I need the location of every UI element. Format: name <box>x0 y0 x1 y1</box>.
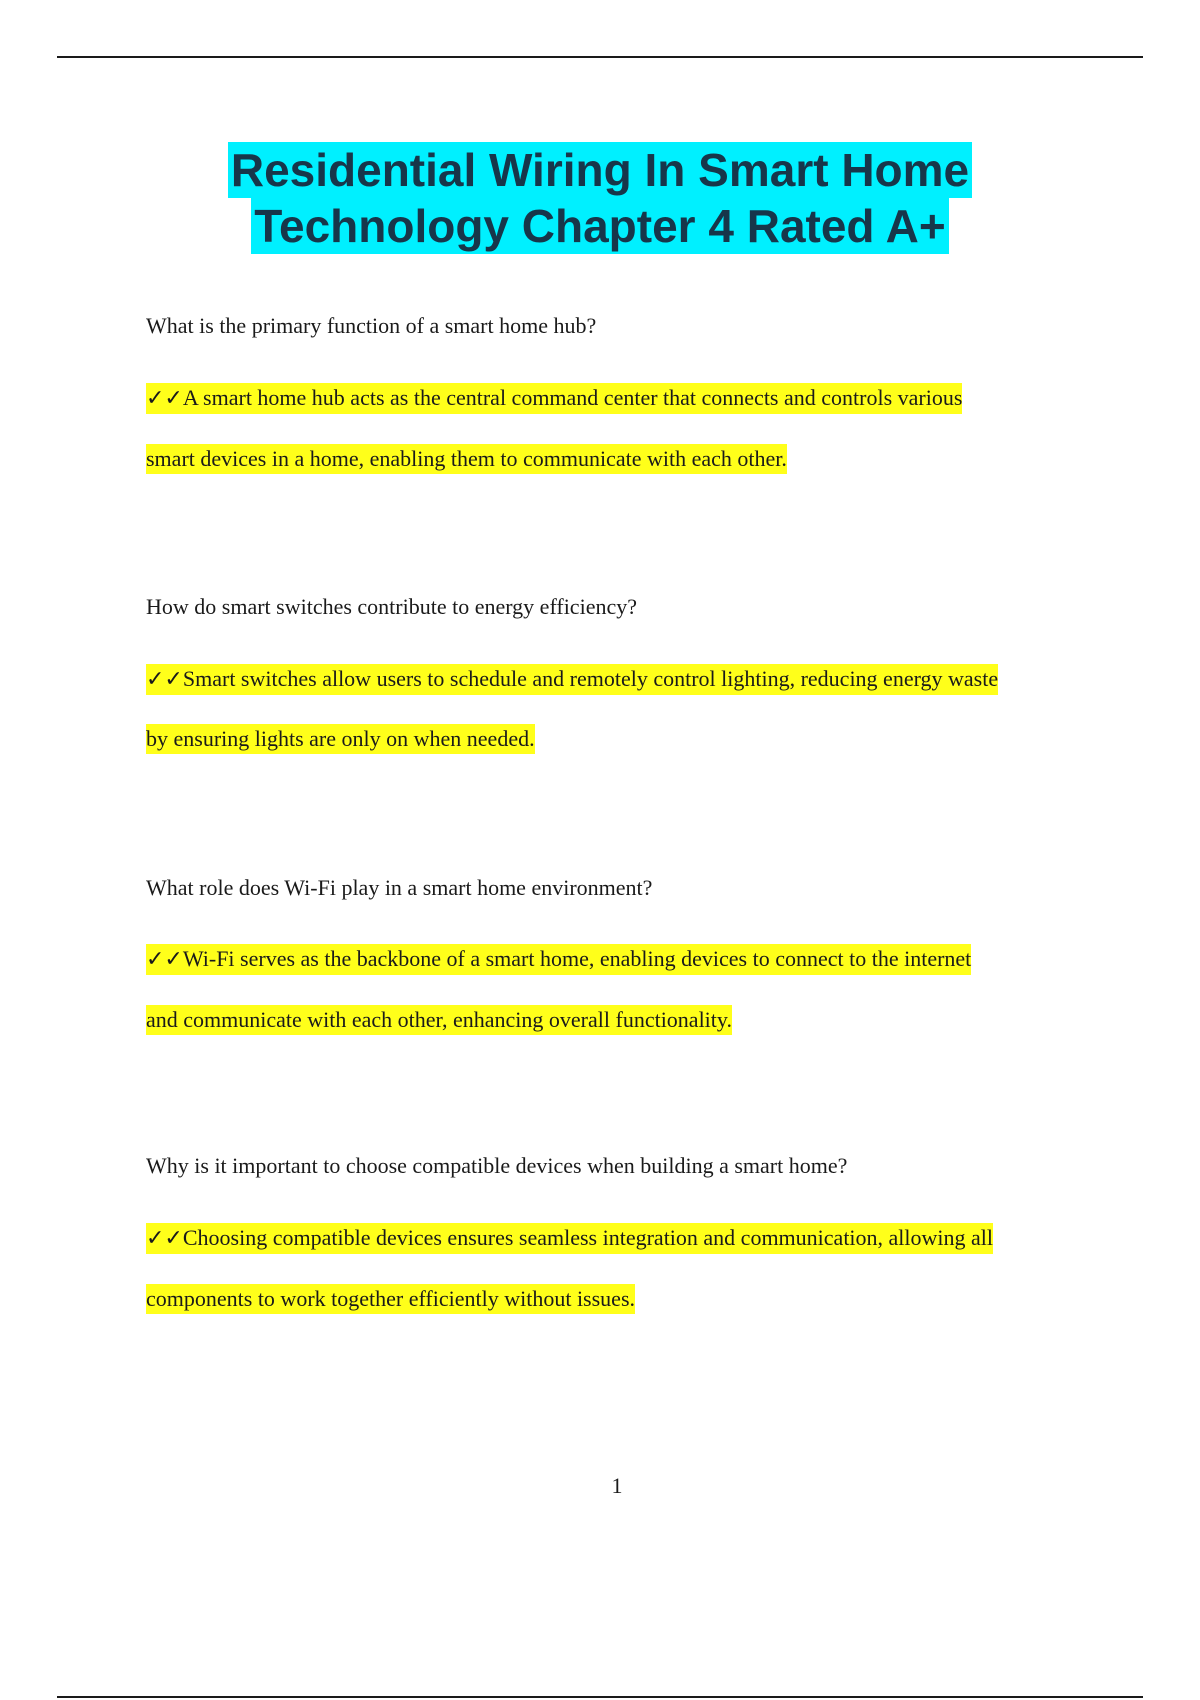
document-title <box>0 142 1200 254</box>
answer-1-line-2: smart devices in a home, enabling them to communicate with each other. <box>146 444 787 474</box>
top-rule <box>57 56 1143 58</box>
answer-3-line-2: and communicate with each other, enhancing overall functionality. <box>146 1005 732 1035</box>
page-number: 1 <box>611 1473 623 1498</box>
check-mark-icon: ✓✓ <box>146 667 183 692</box>
title-line-1: Residential Wiring In Smart Home <box>228 142 972 198</box>
question-2: How do smart switches contribute to energy efficiency? <box>146 594 637 619</box>
question-3: What role does Wi-Fi play in a smart home environment? <box>146 875 653 900</box>
check-mark-icon: ✓✓ <box>146 1226 183 1251</box>
answer-1-line-1: ✓✓A smart home hub acts as the central command center that connects and controls various <box>146 383 962 414</box>
check-mark-icon: ✓✓ <box>146 386 183 411</box>
question-4: Why is it important to choose compatible devices when building a smart home? <box>146 1153 848 1178</box>
title-line-2: Technology Chapter 4 Rated A+ <box>251 198 948 254</box>
answer-3-line-1: ✓✓Wi-Fi serves as the backbone of a smart home, enabling devices to connect to the internet <box>146 944 971 975</box>
question-1: What is the primary function of a smart home hub? <box>146 313 597 338</box>
answer-4-line-1: ✓✓Choosing compatible devices ensures seamless integration and communication, allowing all <box>146 1223 993 1254</box>
answer-2-line-1: ✓✓Smart switches allow users to schedule and remotely control lighting, reducing energy waste <box>146 664 998 695</box>
answer-2-line-2: by ensuring lights are only on when needed. <box>146 724 535 754</box>
answer-4-line-2: components to work together efficiently without issues. <box>146 1284 635 1314</box>
check-mark-icon: ✓✓ <box>146 947 183 972</box>
bottom-rule <box>57 1696 1143 1698</box>
